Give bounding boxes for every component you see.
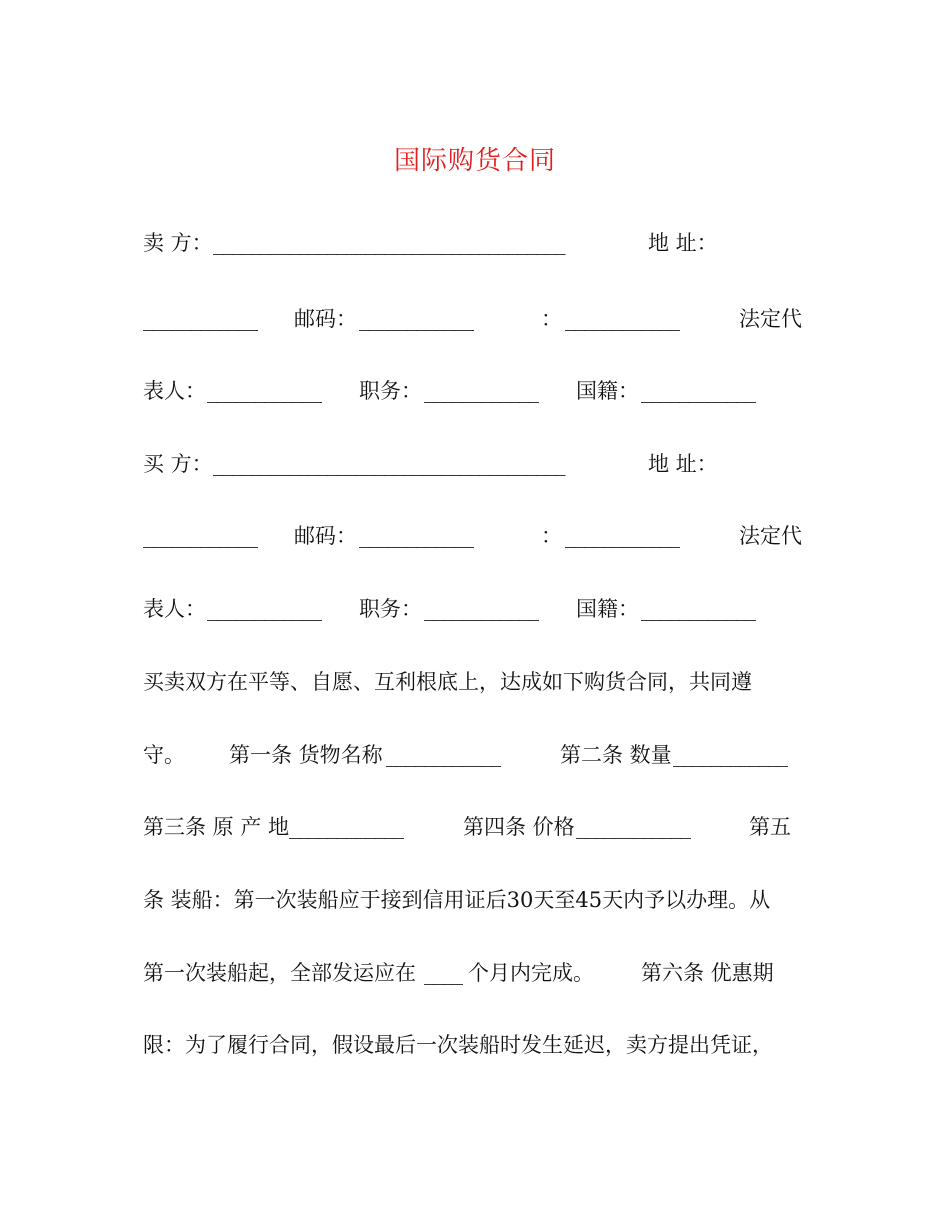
clause-5-text: 条 装船：第一次装船应于接到信用证后30天至45天内予以办理。从 (143, 888, 771, 912)
seller-legal-rep-label-part2: 表人： (143, 379, 206, 403)
document-title: 国际购货合同 (393, 146, 556, 176)
seller-address-label: 地 址： (648, 231, 718, 255)
clause-1-blank: ____________ (386, 743, 500, 767)
buyer-address-blank: ____________ (143, 524, 257, 548)
buyer-legal-rep-blank: ____________ (207, 597, 321, 621)
seller-name-blank: _____________________________________ (213, 231, 565, 255)
seller-legal-rep-blank: ____________ (207, 379, 321, 403)
buyer-phone-blank: ____________ (565, 524, 679, 548)
seller-postcode-label: 邮码： (294, 307, 357, 331)
clause-5-label-start: 第五 (749, 815, 791, 839)
clause-5-shipment-text: 第一次装船起，全部发运应在 (143, 961, 416, 985)
buyer-legal-rep-label-part1: 法定代 (739, 524, 802, 548)
clause-2-blank: ____________ (673, 743, 787, 767)
buyer-position-label: 职务： (359, 597, 422, 621)
buyer-postcode-blank: ____________ (359, 524, 473, 548)
seller-nationality-blank: ____________ (641, 379, 755, 403)
buyer-nationality-label: 国籍： (576, 597, 639, 621)
clause-6-text: 限：为了履行合同，假设最后一次装船时发生延迟，卖方提出凭证， (143, 1033, 773, 1057)
buyer-legal-rep-label-part2: 表人： (143, 597, 206, 621)
clause-5-months-blank: ____ (424, 961, 462, 985)
seller-address-blank: ____________ (143, 307, 257, 331)
clause-1-label: 第一条 货物名称 (229, 743, 383, 767)
seller-label: 卖 方： (143, 231, 213, 255)
buyer-nationality-blank: ____________ (641, 597, 755, 621)
seller-position-label: 职务： (359, 379, 422, 403)
seller-postcode-blank: ____________ (359, 307, 473, 331)
seller-position-blank: ____________ (424, 379, 538, 403)
clause-6-label: 第六条 优惠期 (641, 961, 774, 985)
clause-3-label: 第三条 原 产 地 (143, 815, 290, 839)
seller-legal-rep-label-part1: 法定代 (739, 307, 802, 331)
seller-phone-label: ： (541, 307, 562, 331)
buyer-line-2 (143, 521, 813, 551)
seller-line-2 (143, 304, 813, 334)
clause-2-label: 第二条 数量 (560, 743, 672, 767)
clause-line-1 (143, 740, 813, 770)
buyer-postcode-label: 邮码： (294, 524, 357, 548)
buyer-label: 买 方： (143, 452, 213, 476)
buyer-address-label: 地 址： (648, 452, 718, 476)
buyer-line-1 (143, 449, 813, 479)
buyer-name-blank: _____________________________________ (213, 452, 565, 476)
clause-3-blank: ____________ (289, 815, 403, 839)
buyer-phone-label: ： (541, 524, 562, 548)
seller-nationality-label: 国籍： (576, 379, 639, 403)
agreement-preamble: 买卖双方在平等、自愿、互利根底上，达成如下购货合同，共同遵 (143, 670, 752, 694)
clause-4-label: 第四条 价格 (463, 815, 575, 839)
seller-line-1 (143, 228, 813, 258)
seller-line-3 (143, 376, 813, 406)
clause-5-completion-text: 个月内完成。 (468, 961, 594, 985)
clause-line-4 (143, 958, 813, 988)
seller-phone-blank: ____________ (565, 307, 679, 331)
preamble-end: 守。 (143, 743, 185, 767)
buyer-line-3 (143, 594, 813, 624)
buyer-position-blank: ____________ (424, 597, 538, 621)
clause-line-2 (143, 812, 813, 842)
clause-4-blank: ____________ (576, 815, 690, 839)
